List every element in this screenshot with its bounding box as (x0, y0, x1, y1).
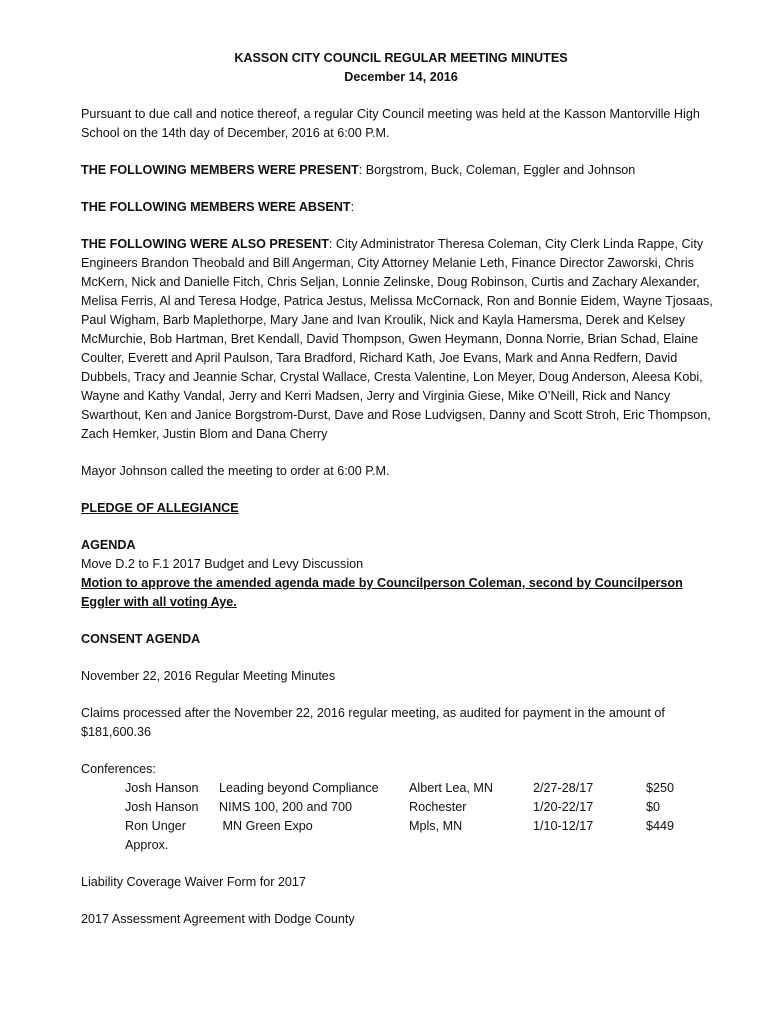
conference-amount: $0 (646, 800, 661, 814)
conference-approx-row (125, 836, 706, 855)
pledge-heading: PLEDGE OF ALLEGIANCE (81, 501, 239, 515)
consent-claims-item: Claims processed after the November 22, 2016 regular meeting, as audited for payment in the amount of $181,600.36 (81, 706, 665, 739)
conference-dates: 1/10-12/17 (533, 819, 594, 833)
members-absent (81, 198, 721, 217)
liability-waiver-item: Liability Coverage Waiver Form for 2017 (81, 875, 306, 889)
conference-event: MN Green Expo (219, 819, 313, 833)
call-to-order: Mayor Johnson called the meeting to order at 6:00 P.M. (81, 464, 390, 478)
also-present-label: THE FOLLOWING WERE ALSO PRESENT (81, 237, 329, 251)
members-absent-label: THE FOLLOWING MEMBERS WERE ABSENT (81, 200, 351, 214)
conference-attendee: Josh Hanson (125, 781, 199, 795)
document-title: KASSON CITY COUNCIL REGULAR MEETING MINUTES (234, 51, 568, 65)
conferences-table (125, 779, 706, 855)
conference-amount: $250 (646, 781, 675, 795)
members-absent-text: : (350, 200, 355, 214)
meeting-date: December 14, 2016 (344, 70, 458, 84)
members-present (81, 161, 721, 180)
conference-location: Mpls, MN (409, 819, 463, 833)
agenda-motion: Motion to approve the amended agenda made by Councilperson Coleman, second by Councilperson Eggler with all voting Aye. (81, 576, 683, 609)
conference-location: Albert Lea, MN (409, 781, 493, 795)
conference-row (125, 798, 706, 817)
conference-event: NIMS 100, 200 and 700 (219, 800, 353, 814)
conference-dates: 1/20-22/17 (533, 800, 594, 814)
conference-event: Leading beyond Compliance (219, 781, 379, 795)
conference-attendee: Josh Hanson (125, 800, 199, 814)
also-present (81, 235, 721, 444)
assessment-agreement-item: 2017 Assessment Agreement with Dodge County (81, 912, 355, 926)
conference-amount: $449 (646, 819, 675, 833)
conference-approx-note: Approx. (125, 838, 169, 852)
members-present-text: : Borgstrom, Buck, Coleman, Eggler and Johnson (358, 163, 636, 177)
conference-attendee: Ron Unger (125, 819, 186, 833)
consent-heading: CONSENT AGENDA (81, 632, 201, 646)
also-present-text: : City Administrator Theresa Coleman, City Clerk Linda Rappe, City Engineers Brandon Theobald and Bill Angerman, City Attorney Melanie Leth, Finance Director Zaworski, Chris McKern, Nick and Danielle Fitch, Chris Seljan, Lonnie Zelinske, Doug Robinson, Curtis and Zachary Alexander, Melisa Ferris, Al and Teresa Hodge, Patrica Jestus, Melissa McCornack, Ron and Bonnie Eidem, Wayne Tjosaas, Paul Wigham, Barb Maplethorpe, Mary Jane and Ivan Kroulik, Nick and Kayla Hamersma, Derek and Kelsey McMurchie, Bob Hartman, Bret Kendall, David Thompson, Gwen Heymann, Donna Norrie, Brian Schad, Elaine Coulter, Everett and April Paulson, Tara Bradford, Richard Kath, Joe Evans, Mark and Anna Redfern, David Dubbels, Tracy and Jeannie Schar, Crystal Wallace, Cresta Valentine, Lon Meyer, Doug Anderson, Aleesa Kobi, Wayne and Kathy Vandal, Jerry and Kerri Madsen, Jerry and Virginia Giese, Mike O’Neill, Rick and Nancy Swarthout, Ken and Janice Borgstrom-Durst, Dave and Rose Ludvigsen, Danny and Scott Stroh, Eric Thompson, Zach Hemker, Justin Blom and Dana Cherry (81, 237, 713, 441)
conference-dates: 2/27-28/17 (533, 781, 594, 795)
consent-minutes-item: November 22, 2016 Regular Meeting Minutes (81, 669, 336, 683)
intro-paragraph: Pursuant to due call and notice thereof, a regular City Council meeting was held at the Kasson Mantorville High School on the 14th day of December, 2016 at 6:00 P.M. (81, 107, 700, 140)
minutes-document (81, 49, 721, 929)
conference-location: Rochester (409, 800, 467, 814)
conferences-label: Conferences: (81, 762, 156, 776)
conference-row (125, 779, 706, 798)
members-present-label: THE FOLLOWING MEMBERS WERE PRESENT (81, 163, 359, 177)
conference-row (125, 817, 706, 836)
agenda-heading: AGENDA (81, 538, 136, 552)
agenda-item: Move D.2 to F.1 2017 Budget and Levy Discussion (81, 557, 364, 571)
